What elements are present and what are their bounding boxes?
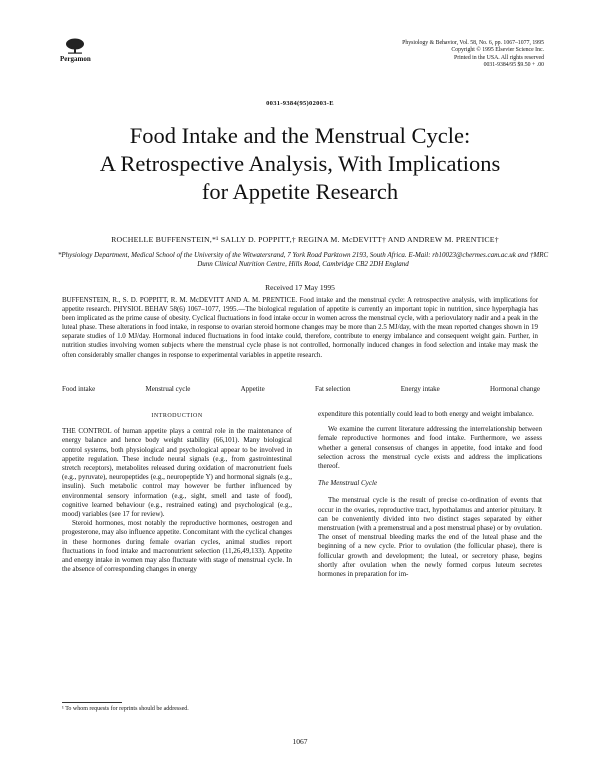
publisher-logo-block bbox=[60, 38, 120, 63]
right-column bbox=[318, 410, 542, 579]
left-column bbox=[62, 410, 292, 574]
keyword: Hormonal change bbox=[489, 385, 540, 393]
article-title bbox=[40, 122, 560, 206]
paragraph: The menstrual cycle is the result of precise co-ordination of events that occur in the ovaries, reproductive tract, hypothalamus and anterior pituitary. It can be conveniently divided into two distinct stages separated by either menstruation (with a premenstrual and a post menstrual phase) or by ovulation. The onset of menstrual bleeding marks the end of the luteal phase and the beginning of a new cycle. Prior to ovulation (the follicular phase), there is follicular growth and development; the luteal, or secretory phase, begins shortly after ovulation when the newly formed corpus luteum secretes hormones in preparation for im- bbox=[318, 496, 542, 579]
footnote: ¹ To whom requests for reprints should be addressed. bbox=[62, 706, 189, 712]
received-date: Received 17 May 1995 bbox=[265, 283, 335, 292]
title-line: Food Intake and the Menstrual Cycle: bbox=[129, 123, 471, 148]
title-line: A Retrospective Analysis, With Implications bbox=[99, 151, 501, 176]
footnote-divider bbox=[62, 702, 122, 703]
journal-line: Copyright © 1995 Elsevier Science Inc. bbox=[451, 47, 544, 54]
paragraph: Steroid hormones, most notably the reproductive hormones, oestrogen and progesterone, may also influence appetite. Concomitant with the cyclical changes in these hormones during female ovarian cycles, animal studies report fluctuations in food intake and macronutrient selection (11,26,49,133). Appetite and energy intake in women may also fluctuate with stage of menstrual cycle. In the absence of corresponding changes in energy bbox=[62, 519, 292, 574]
author-list: ROCHELLE BUFFENSTEIN,*¹ SALLY D. POPPITT,† REGINA M. McDEVITT† AND ANDREW M. PRENTICE† bbox=[111, 235, 499, 244]
subsection-heading: The Menstrual Cycle bbox=[318, 479, 378, 488]
page-number: 1067 bbox=[292, 737, 308, 746]
keyword-list bbox=[62, 385, 540, 393]
keyword: Energy intake bbox=[400, 385, 440, 393]
paragraph: We examine the current literature addressing the interrelationship between female reproductive hormones and food intake. Furthermore, we assess whether a general consensus of changes in appetite, food intake and food selection across the menstrual cycle exists and address the implications thereof. bbox=[318, 425, 542, 471]
journal-line: Physiology & Behavior, Vol. 58, No. 6, pp. 1067–1077, 1995 bbox=[402, 40, 544, 46]
document-id: 0031-9384(95)02003-E bbox=[266, 100, 334, 107]
abstract-citation: BUFFENSTEIN, R., S. D. POPPITT, R. M. McDEVITT AND A. M. PRENTICE. Food intake and the menstrual cycle: A retrospective analysis, with implications for appetite research. PHYSIOL BEHAV 58(6) 1067–1077, 1995. bbox=[62, 296, 538, 314]
title-line: for Appetite Research bbox=[201, 179, 399, 204]
keyword: Appetite bbox=[240, 385, 265, 393]
affiliations: *Physiology Department, Medical School of the University of the Witwatersrand, 7 York Road Parktown 2193, South Africa. E-Mail: rb10023@chermes.cam.ac.uk and †MRC Dunn Clinical Nutrition Centre, Hills Road, Cambridge CB2 2DH England bbox=[57, 251, 549, 269]
publisher-name: Pergamon bbox=[60, 55, 91, 63]
keyword: Menstrual cycle bbox=[145, 385, 191, 393]
journal-info bbox=[314, 40, 544, 69]
keyword: Fat selection bbox=[314, 385, 351, 393]
keyword: Food intake bbox=[62, 385, 96, 393]
publisher-tree-logo-icon bbox=[64, 38, 86, 54]
paragraph: expenditure this potentially could lead to both energy and weight imbalance. bbox=[318, 410, 534, 418]
abstract bbox=[62, 296, 538, 360]
paragraph: THE CONTROL of human appetite plays a central role in the maintenance of energy balance and hence body weight stability (66,101). Many biological control systems, both physiological and psychological appear to be involved in appetite regulation. These include neural signals (e.g., from gastrointestinal stretch receptors), metabolites released during oxidation of macronutrient fuels (e.g., pyruvate), neuropeptides (e.g., neuropeptide Y) and hormonal signals (e.g., insulin). Such metabolic control may however be further influenced by environmental sensory information (e.g., sight, smell and taste of food), cognitive learned behaviour (e.g., restrained eating) and psychological (e.g., mood) variables (see 17 for review). bbox=[62, 427, 292, 519]
section-heading-introduction: INTRODUCTION bbox=[151, 413, 203, 419]
abstract-body: —The biological regulation of appetite is currently an important topic in nutrition, since hyperphagia has been implicated as the prime cause of obesity. Cyclical fluctuations in food intake occur in women across the menstrual cycle, with a periovulatory nadir and a peak in the luteal phase. These alterations in food intake, in response to ovarian steroid hormone changes may be more than 2.5 MJ/day, with the mean reported changes shown in 19 separate studies of 1.0 MJ/day. Hormonal induced fluctuations in food intake could, therefore, contribute to energy imbalance and consequent weight gain. Further, in nutrition studies involving women subjects where the menstrual cycle phase is not controlled, hormonally induced changes in food selection and intake may mask the often considerably smaller changes in response to experimental variables in appetite research. bbox=[62, 305, 538, 359]
journal-line: Printed in the USA. All rights reserved bbox=[453, 54, 544, 61]
journal-line: 0031-9384/95 $9.50 + .00 bbox=[483, 61, 544, 68]
